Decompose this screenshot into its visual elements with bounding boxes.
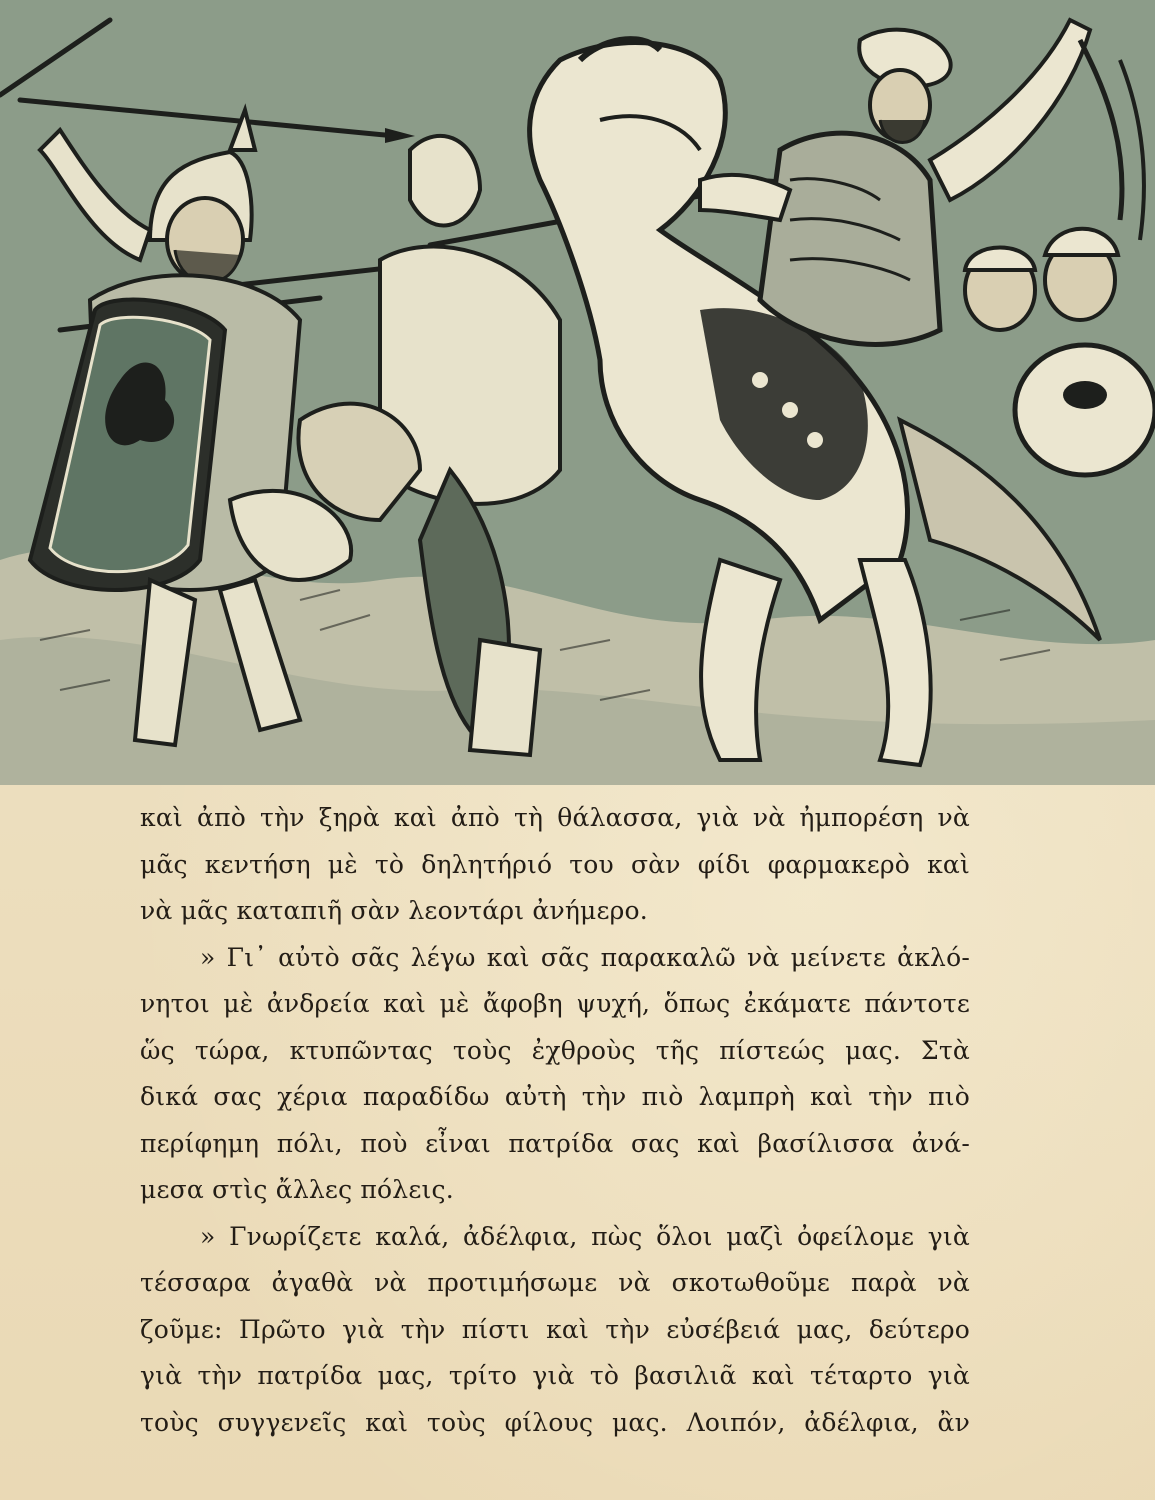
text-line: δικά σας χέρια παραδίδω αὐτὴ τὴν πιὸ λαμπρὴ καὶ τὴν πιὸ xyxy=(140,1082,970,1111)
body-text xyxy=(140,795,970,1446)
text-line: τέσσαρα ἀγαθὰ νὰ προτιμήσωμε νὰ σκοτωθοῦμε παρὰ νὰ xyxy=(140,1268,970,1297)
text-line: μᾶς κεντήση μὲ τὸ δηλητήριό του σὰν φίδι φαρμακερὸ καὶ xyxy=(140,849,970,879)
paragraph-2 xyxy=(140,935,970,1214)
text-line: γιὰ τὴν πατρίδα μας, τρίτο γιὰ τὸ βασιλιᾶ καὶ τέταρτο γιὰ xyxy=(140,1361,970,1390)
text-line: μεσα στὶς ἄλλες πόλεις. xyxy=(140,1175,454,1204)
text-line: » Γνωρίζετε καλά, ἀδέλφια, πὼς ὅλοι μαζὶ ὀφείλομε γιὰ xyxy=(200,1221,970,1251)
text-line: ὥς τώρα, κτυπῶντας τοὺς ἐχθροὺς τῆς πίστεώς μας. Στὰ xyxy=(140,1035,970,1065)
paragraph-3 xyxy=(140,1214,970,1447)
text-line: ζοῦμε: Πρῶτο γιὰ τὴν πίστι καὶ τὴν εὐσέβειά μας, δεύτερο xyxy=(140,1314,970,1344)
text-line: περίφημη πόλι, ποὺ εἶναι πατρίδα σας καὶ βασίλισσα ἀνά- xyxy=(140,1128,970,1158)
text-line: νητοι μὲ ἀνδρεία καὶ μὲ ἄφοβη ψυχή, ὅπως ἐκάματε πάντοτε xyxy=(140,989,970,1018)
round-shield xyxy=(1015,345,1155,475)
paragraph-1 xyxy=(140,795,970,935)
text-line: » Γι᾽ αὐτὸ σᾶς λέγω καὶ σᾶς παρακαλῶ νὰ μείνετε ἀκλό- xyxy=(200,942,970,972)
text-line: τοὺς συγγενεῖς καὶ τοὺς φίλους μας. Λοιπόν, ἀδέλφια, ἂν xyxy=(140,1407,970,1437)
text-line: νὰ μᾶς καταπιῆ σὰν λεοντάρι ἀνήμερο. xyxy=(140,896,648,925)
text-line: καὶ ἀπὸ τὴν ξηρὰ καὶ ἀπὸ τὴ θάλασσα, γιὰ νὰ ἠμπορέση νὰ xyxy=(140,803,970,832)
